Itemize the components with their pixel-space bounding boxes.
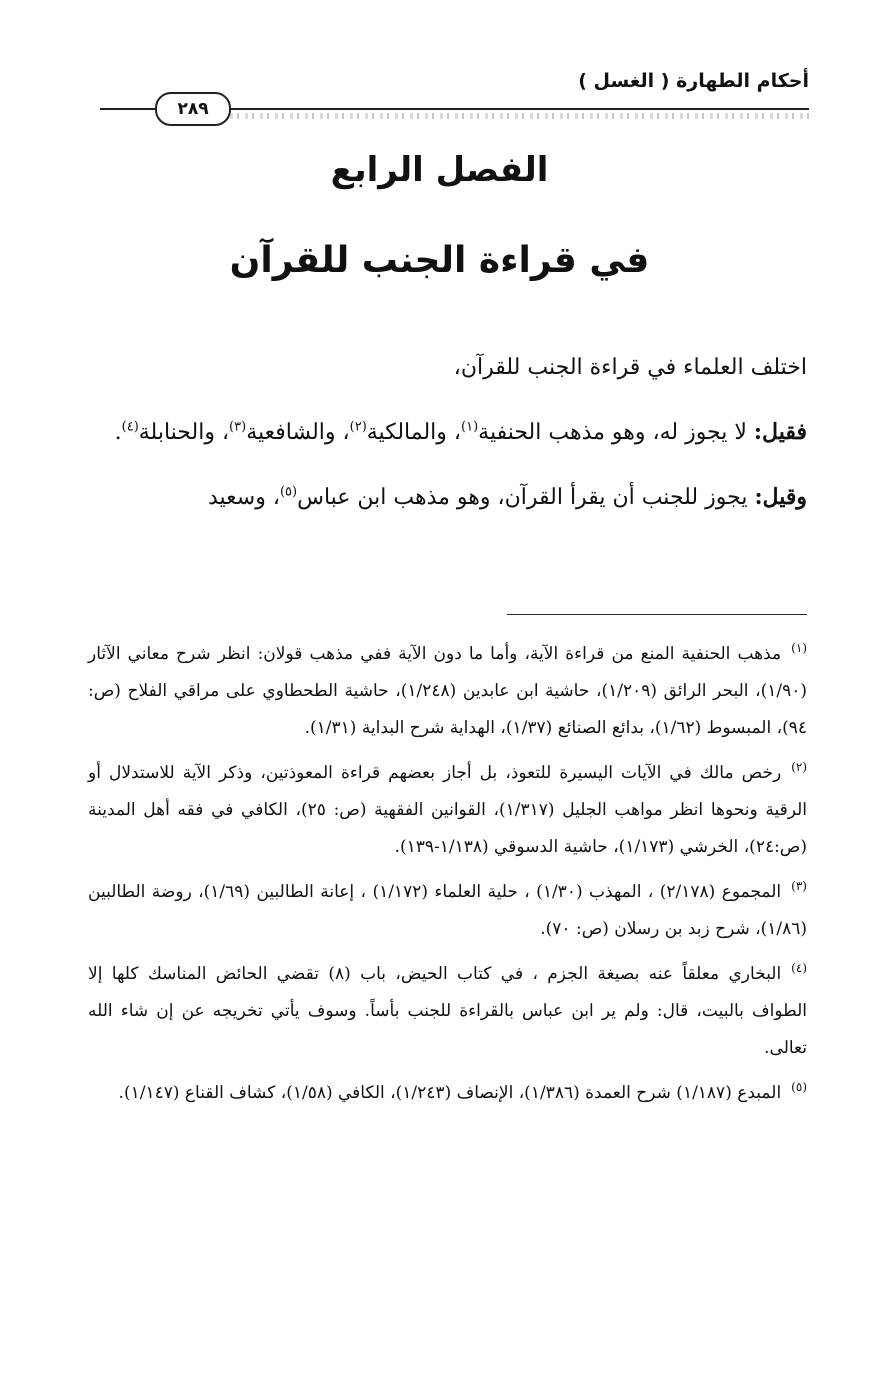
footnote-5-mark: (٥) bbox=[791, 1080, 807, 1095]
chapter-title: في قراءة الجنب للقرآن bbox=[229, 240, 650, 281]
footnote-4-text: البخاري معلقاً عنه بصيغة الجزم ، في كتاب الحيض، باب (٨) تقضي الحائض المناسك كلها إلا الطواف بالبيت، قال: ولم ير ابن عباس بالقراءة للجنب بأساً. وسوف يأتي تخريجه عن إن شاء الله تعالى. bbox=[88, 964, 807, 1058]
footnote-1-mark: (١) bbox=[791, 641, 807, 656]
opinion-one-lead: فقيل: bbox=[753, 419, 807, 445]
footnote-ref-2[interactable]: (٢) bbox=[349, 419, 367, 435]
footnote-separator bbox=[507, 614, 807, 615]
footnote-3-text: المجموع (٢/١٧٨) ، المهذب (١/٣٠) ، حلية العلماء (١/١٧٢) ، إعانة الطالبين (١/٦٩)، روضة الطالبين (١/٨٦)، شرح زبد بن رسلان (ص: ٧٠). bbox=[88, 882, 807, 939]
footnote-3 bbox=[88, 874, 807, 948]
footnote-ref-3[interactable]: (٣) bbox=[229, 419, 247, 435]
running-title: أحكام الطهارة ( الغسل ) bbox=[578, 70, 809, 92]
footnote-5-text: المبدع (١/١٨٧) شرح العمدة (١/٣٨٦)، الإنصاف (١/٢٤٣)، الكافي (١/٥٨)، كشاف القناع (١/١٤٧). bbox=[118, 1083, 782, 1103]
opinion-one-text-a: لا يجوز له، وهو مذهب الحنفية bbox=[478, 420, 754, 445]
opinion-one-text-d: ، والحنابلة bbox=[138, 420, 230, 445]
footnotes bbox=[88, 636, 807, 1120]
footnote-1-text: مذهب الحنفية المنع من قراءة الآية، وأما ما دون الآية ففي مذهب قولان: انظر شرح معاني الآثار (١/٩٠)، البحر الرائق (١/٢٠٩)، حاشية ابن عابدين (١/٢٤٨)، حاشية الطحطاوي على مراقي الفلاح (ص: ٩٤)، المبسوط (١/٦٢)، بدائع الصنائع (١/٣٧)، الهداية شرح البداية (١/٣١). bbox=[88, 644, 808, 738]
opinion-two-text-a: يجوز للجنب أن يقرأ القرآن، وهو مذهب ابن عباس bbox=[297, 485, 755, 510]
opinion-two-text-b: ، وسعيد bbox=[208, 485, 280, 510]
main-text bbox=[88, 340, 807, 534]
header-rule-texture bbox=[230, 113, 809, 119]
opinion-two-paragraph bbox=[88, 469, 807, 526]
opinion-two-lead: وقيل: bbox=[754, 484, 807, 510]
footnote-2-mark: (٢) bbox=[791, 760, 807, 775]
footnote-3-mark: (٣) bbox=[791, 879, 807, 894]
opinion-one-paragraph bbox=[88, 404, 807, 461]
footnote-ref-5[interactable]: (٥) bbox=[279, 484, 298, 500]
page-number: ٢٨٩ bbox=[155, 92, 231, 126]
footnote-2 bbox=[88, 755, 807, 866]
footnote-1 bbox=[88, 636, 807, 747]
footnote-ref-1[interactable]: (١) bbox=[461, 419, 479, 435]
chapter-label: الفصل الرابع bbox=[330, 150, 549, 190]
opinion-one-text-b: ، والمالكية bbox=[366, 420, 462, 445]
footnote-5 bbox=[88, 1075, 807, 1112]
footnote-2-text: رخص مالك في الآيات اليسيرة للتعوذ، بل أجاز بعضهم قراءة المعوذتين، وذكر الآية للاستدلال أو الرقية ونحوها انظر مواهب الجليل (١/٣١٧)، القوانين الفقهية (ص: ٢٥)، الكافي في فقه أهل المدينة (ص:٢٤)، الخرشي (١/١٧٣)، حاشية الدسوقي (١/١٣٨-١٣٩). bbox=[88, 763, 807, 857]
footnote-ref-4[interactable]: (٤) bbox=[121, 419, 139, 435]
footnote-4-mark: (٤) bbox=[791, 961, 807, 976]
intro-paragraph: اختلف العلماء في قراءة الجنب للقرآن، bbox=[453, 355, 807, 380]
opinion-one-text-c: ، والشافعية bbox=[246, 420, 350, 445]
opinion-one-text-e: . bbox=[114, 420, 122, 445]
footnote-4 bbox=[88, 956, 807, 1067]
